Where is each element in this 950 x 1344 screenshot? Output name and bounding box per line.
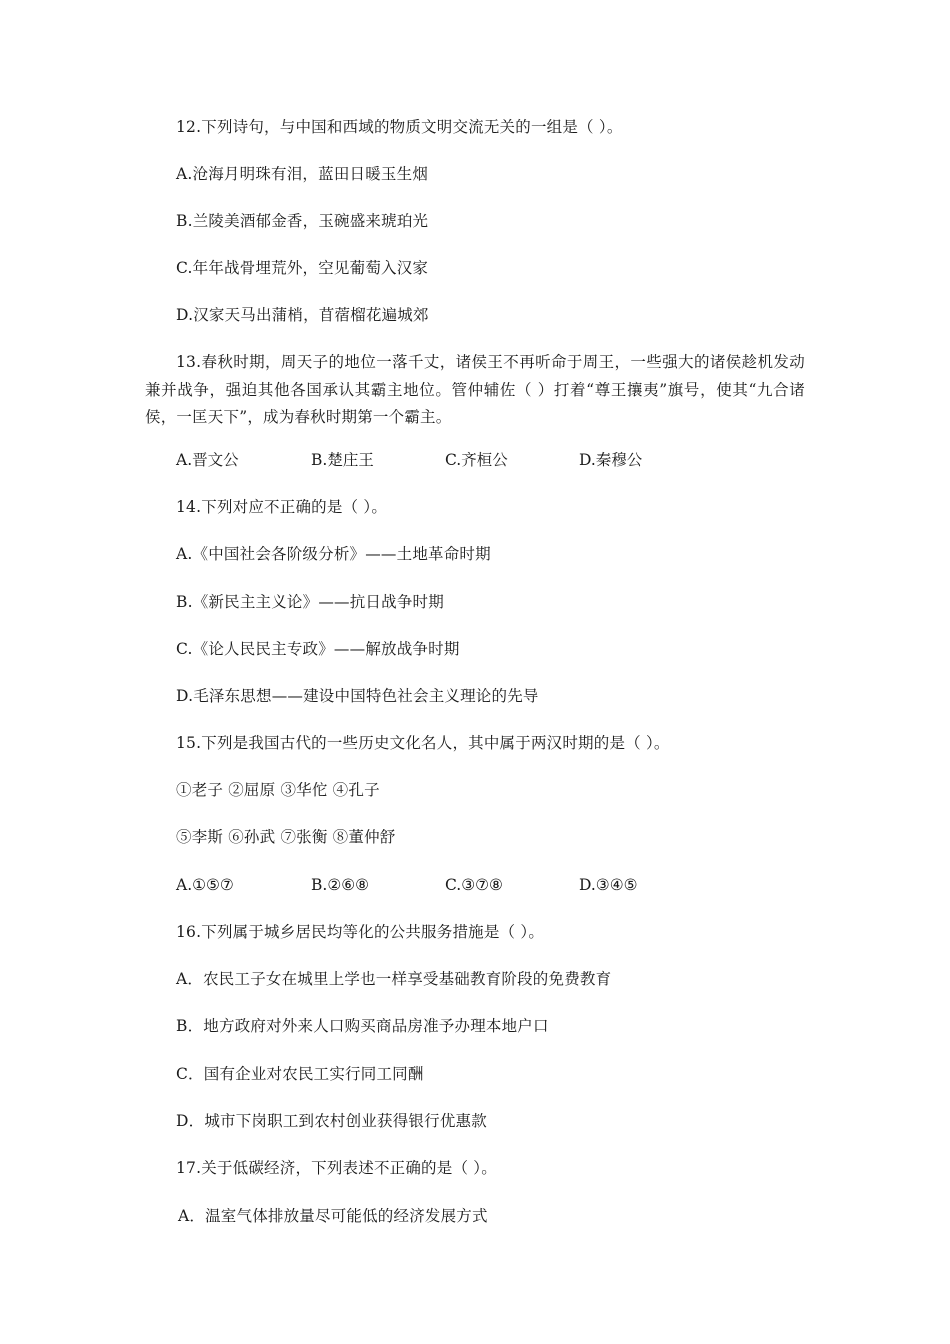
question-13-option-a: A.晋文公 bbox=[176, 451, 239, 469]
question-16-stem: 16.下列属于城乡居民均等化的公共服务措施是（ ）。 bbox=[176, 923, 545, 941]
question-14-option-d: D.毛泽东思想——建设中国特色社会主义理论的先导 bbox=[176, 687, 539, 705]
question-12-option-c: C.年年战骨埋荒外，空见葡萄入汉家 bbox=[176, 259, 429, 277]
question-15-option-a: A.①⑤⑦ bbox=[176, 876, 234, 894]
question-16-option-b: B．地方政府对外来人口购买商品房准予办理本地户口 bbox=[176, 1017, 549, 1035]
question-17-stem: 17.关于低碳经济，下列表述不正确的是（ ）。 bbox=[176, 1159, 497, 1177]
question-13-stem: 13.春秋时期，周天子的地位一落千丈，诸侯王不再听命于周王，一些强大的诸侯趁机发动兼并战争，强迫其他各国承认其霸主地位。管仲辅佐（ ）打着“尊王攘夷”旗号，使其“九合诸侯，一匡天下”，成为春秋时期第一个霸主。 bbox=[145, 353, 805, 426]
question-12-option-b: B.兰陵美酒郁金香，玉碗盛来琥珀光 bbox=[176, 212, 429, 230]
question-15-option-d: D.③④⑤ bbox=[579, 876, 638, 894]
question-15-names-list-1: ①老子 ②屈原 ③华佗 ④孔子 bbox=[176, 781, 380, 799]
question-13-option-b: B.楚庄王 bbox=[311, 451, 374, 469]
question-14-option-b: B.《新民主主义论》——抗日战争时期 bbox=[176, 593, 444, 611]
question-14-option-a: A.《中国社会各阶级分析》——土地革命时期 bbox=[176, 545, 491, 563]
question-12-stem: 12.下列诗句，与中国和西域的物质文明交流无关的一组是（ ）。 bbox=[176, 118, 623, 136]
question-13-option-d: D.秦穆公 bbox=[579, 451, 643, 469]
question-15-option-c: C.③⑦⑧ bbox=[445, 876, 503, 894]
question-16-option-a: A．农民工子女在城里上学也一样享受基础教育阶段的免费教育 bbox=[176, 970, 612, 988]
question-12-option-a: A.沧海月明珠有泪，蓝田日暖玉生烟 bbox=[176, 165, 429, 183]
question-15-option-b: B.②⑥⑧ bbox=[311, 876, 370, 894]
question-12-option-d: D.汉家天马出蒲梢，苜蓿榴花遍城郊 bbox=[176, 306, 429, 324]
question-14-option-c: C.《论人民民主专政》——解放战争时期 bbox=[176, 640, 460, 658]
question-17-option-a: A．温室气体排放量尽可能低的经济发展方式 bbox=[178, 1207, 488, 1225]
question-16-option-c: C．国有企业对农民工实行同工同酬 bbox=[176, 1065, 424, 1083]
question-15-stem: 15.下列是我国古代的一些历史文化名人，其中属于两汉时期的是（ ）。 bbox=[176, 734, 670, 752]
question-16-option-d: D．城市下岗职工到农村创业获得银行优惠款 bbox=[176, 1112, 487, 1130]
question-15-names-list-2: ⑤李斯 ⑥孙武 ⑦张衡 ⑧董仲舒 bbox=[176, 828, 396, 846]
question-14-stem: 14.下列对应不正确的是（ ）。 bbox=[176, 498, 388, 516]
question-13-option-c: C.齐桓公 bbox=[445, 451, 508, 469]
